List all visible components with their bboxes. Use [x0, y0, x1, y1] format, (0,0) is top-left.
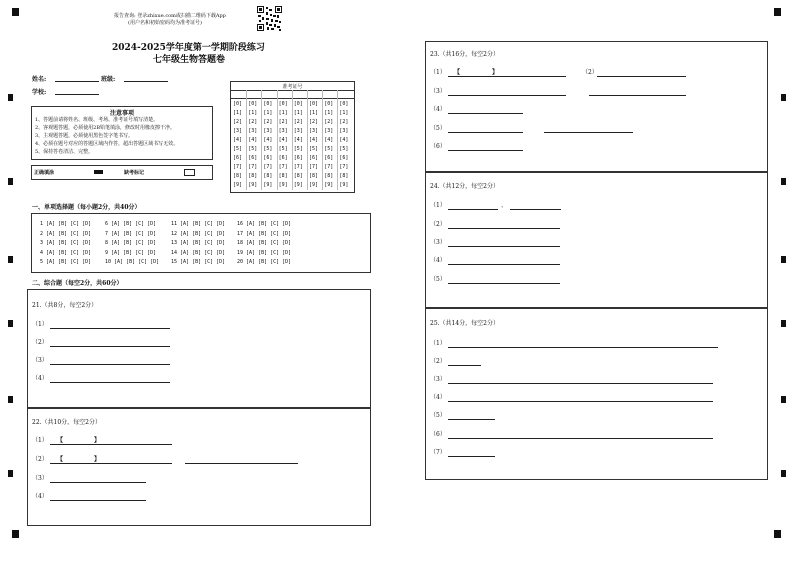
exam-id-bubble[interactable]: [4]	[324, 137, 334, 143]
exam-id-bubble[interactable]: [7]	[339, 164, 349, 170]
choice-answer-grid	[31, 213, 371, 273]
choice-row[interactable]: 16 [A] [B] [C] [D]	[237, 221, 292, 227]
choice-row[interactable]: 17 [A] [B] [C] [D]	[237, 230, 292, 237]
q25-label-1: （1）	[430, 340, 446, 347]
q23-answer-5a[interactable]	[448, 132, 523, 133]
exam-id-bubble[interactable]: [4]	[293, 137, 303, 143]
registration-mark	[12, 8, 19, 16]
q24-label-2: （2）	[430, 221, 446, 228]
choice-row[interactable]: 9 [A] [B] [C] [D]	[105, 249, 157, 256]
correct-fill-mark	[94, 170, 103, 174]
registration-mark	[774, 530, 781, 538]
q25-answer-3[interactable]	[448, 383, 713, 384]
registration-mark	[12, 530, 19, 538]
q22-bracket-open: 【	[57, 456, 64, 463]
q25-answer-7[interactable]	[448, 456, 495, 457]
exam-id-bubble[interactable]: [0]	[293, 101, 303, 107]
school-label: 学校:	[32, 89, 47, 96]
q21-label-4: （4）	[32, 375, 48, 382]
q23-bracket-open: 【	[454, 69, 461, 76]
exam-id-bubble[interactable]: [2]	[309, 119, 319, 125]
notice-item: 4、必须在题号对应的答题区域内作答，超出答题区域书写无效。	[35, 141, 179, 147]
timing-mark	[8, 396, 13, 403]
exam-id-bubble[interactable]: [5]	[278, 146, 288, 152]
q24-title: 24.（共12分，每空2分）	[430, 183, 499, 190]
exam-id-bubble[interactable]: [6]	[324, 155, 334, 161]
q21-answer-4[interactable]	[50, 382, 170, 383]
exam-id-bubble[interactable]: [8]	[324, 173, 334, 179]
exam-id-column-divider	[337, 90, 338, 190]
exam-id-bubble[interactable]: [3]	[263, 128, 273, 134]
choice-row[interactable]: 8 [A] [B] [C] [D]	[105, 240, 157, 246]
exam-id-bubble[interactable]: [8]	[293, 173, 303, 179]
exam-id-bubble[interactable]: [0]	[278, 101, 288, 107]
q21-answer-box	[27, 289, 371, 409]
q24-answer-3[interactable]	[448, 246, 560, 247]
q24-answer-2[interactable]	[448, 228, 560, 229]
notice-title: 注意事项	[109, 110, 134, 117]
q22-label-1: （1）	[32, 437, 48, 444]
exam-id-label: 准考证号	[282, 84, 303, 90]
q24-separator: 、	[501, 202, 508, 209]
choice-row[interactable]: 12 [A] [B] [C] [D]	[171, 230, 226, 237]
q24-answer-box	[425, 171, 768, 309]
q21-answer-2[interactable]	[50, 346, 170, 347]
exam-id-bubble[interactable]: [9]	[309, 182, 319, 188]
report-query-line: 报告查询: 登录zhixue.com或扫描二维码下载App	[114, 13, 226, 19]
q25-label-2: （2）	[430, 358, 446, 365]
exam-id-bubble[interactable]: [1]	[248, 110, 258, 116]
q23-label-3: （3）	[430, 88, 446, 95]
q24-answer-1a[interactable]	[448, 209, 498, 210]
choice-row[interactable]: 15 [A] [B] [C] [D]	[171, 259, 226, 265]
exam-id-bubble[interactable]: [3]	[278, 128, 288, 134]
notice-item: 1、答题前请将姓名、班级、考场、准考证号填写清楚。	[35, 117, 159, 123]
exam-id-bubble[interactable]: [4]	[233, 137, 243, 143]
exam-id-bubble[interactable]: [5]	[248, 146, 258, 152]
q25-title: 25.（共14分，每空2分）	[430, 320, 499, 327]
exam-id-column-divider	[292, 90, 293, 190]
choice-row[interactable]: 6 [A] [B] [C] [D]	[105, 221, 157, 227]
page-title: 2024-2025学年度第一学期阶段练习	[112, 43, 265, 53]
q23-label-5: （5）	[430, 125, 446, 132]
choice-row[interactable]: 10 [A] [B] [C] [D]	[105, 259, 160, 265]
timing-mark	[781, 470, 786, 477]
exam-id-bubble[interactable]: [8]	[263, 173, 273, 179]
absent-mark-box[interactable]	[184, 169, 195, 176]
choice-row[interactable]: 5 [A] [B] [C] [D]	[40, 259, 92, 265]
exam-id-bubble[interactable]: [4]	[278, 137, 288, 143]
exam-id-bubble[interactable]: [7]	[248, 164, 258, 170]
fill-example-box	[31, 165, 213, 180]
exam-id-bubble[interactable]: [0]	[339, 101, 349, 107]
q21-answer-1[interactable]	[50, 328, 170, 329]
exam-id-bubble[interactable]: [9]	[324, 182, 334, 188]
q21-label-1: （1）	[32, 321, 48, 328]
choice-row[interactable]: 4 [A] [B] [C] [D]	[40, 249, 92, 256]
section1-title: 一、单项选择题（每小题2分，共40分）	[32, 204, 141, 211]
exam-id-column-divider	[277, 90, 278, 190]
exam-id-bubble[interactable]: [0]	[309, 101, 319, 107]
q23-bracket-close: 】	[492, 69, 499, 76]
q25-answer-4[interactable]	[448, 401, 713, 402]
notice-item: 3、主观题答题，必须使用黑色签字笔书写。	[35, 133, 134, 139]
exam-id-bubble[interactable]: [7]	[278, 164, 288, 170]
exam-id-bubble[interactable]: [4]	[339, 137, 349, 143]
q22-label-2: （2）	[32, 456, 48, 463]
q23-label-1: （1）	[430, 69, 446, 76]
exam-id-bubble[interactable]: [9]	[248, 182, 258, 188]
exam-id-bubble[interactable]: [1]	[339, 110, 349, 116]
q22-label-4: （4）	[32, 493, 48, 500]
q21-title: 21.（共8分，每空2分）	[32, 302, 98, 309]
q25-answer-2[interactable]	[448, 365, 481, 366]
exam-id-grid	[230, 81, 355, 193]
exam-id-column-divider	[322, 90, 323, 190]
exam-id-bubble[interactable]: [5]	[324, 146, 334, 152]
q25-answer-1[interactable]	[448, 347, 718, 348]
q24-label-5: （5）	[430, 276, 446, 283]
notice-item: 2、客观题答题，必须使用2B铅笔填涂，修改时用橡皮擦干净。	[35, 125, 176, 131]
q22-answer-3[interactable]	[50, 482, 146, 483]
exam-id-bubble[interactable]: [6]	[278, 155, 288, 161]
exam-id-bubble[interactable]: [5]	[263, 146, 273, 152]
exam-id-bubble[interactable]: [9]	[278, 182, 288, 188]
name-field[interactable]	[55, 81, 99, 82]
class-field[interactable]	[124, 81, 168, 82]
q24-answer-4[interactable]	[448, 264, 560, 265]
choice-row[interactable]: 18 [A] [B] [C] [D]	[237, 240, 292, 246]
timing-mark	[8, 178, 13, 185]
q25-label-4: （4）	[430, 394, 446, 401]
exam-id-bubble[interactable]: [8]	[278, 173, 288, 179]
choice-row[interactable]: 3 [A] [B] [C] [D]	[40, 240, 92, 246]
q23-title: 23.（共16分，每空2分）	[430, 51, 499, 58]
exam-id-bubble[interactable]: [0]	[324, 101, 334, 107]
timing-mark	[781, 94, 786, 101]
choice-row[interactable]: 14 [A] [B] [C] [D]	[171, 249, 226, 256]
q24-answer-5[interactable]	[448, 283, 560, 284]
exam-id-bubble[interactable]: [1]	[309, 110, 319, 116]
exam-id-bubble[interactable]: [3]	[309, 128, 319, 134]
timing-mark	[8, 320, 13, 327]
exam-id-bubble[interactable]: [2]	[324, 119, 334, 125]
exam-id-bubble[interactable]: [1]	[324, 110, 334, 116]
q25-answer-box	[425, 307, 768, 480]
qr-code-icon	[257, 6, 282, 31]
exam-id-bubble[interactable]: [1]	[278, 110, 288, 116]
choice-columns	[32, 214, 370, 272]
absent-mark-label: 缺考标记	[124, 170, 145, 176]
q23-answer-box	[425, 41, 768, 173]
timing-mark	[781, 178, 786, 185]
q22-answer-4[interactable]	[50, 500, 146, 501]
notice-box	[31, 106, 213, 160]
choice-row[interactable]: 2 [A] [B] [C] [D]	[40, 230, 92, 237]
q23-answer-1[interactable]	[448, 76, 566, 77]
q22-label-3: （3）	[32, 475, 48, 482]
q24-label-1: （1）	[430, 202, 446, 209]
exam-id-bubble[interactable]: [8]	[248, 173, 258, 179]
section2-title: 二、综合题（每空2分，共60分）	[32, 280, 123, 287]
exam-id-bubble[interactable]: [3]	[248, 128, 258, 134]
exam-id-bubble[interactable]: [2]	[233, 119, 243, 125]
q21-label-2: （2）	[32, 339, 48, 346]
timing-mark	[781, 320, 786, 327]
q23-label-4: （4）	[430, 106, 446, 113]
q23-answer-6[interactable]	[448, 150, 523, 151]
correct-fill-label: 正确填涂	[34, 170, 55, 176]
q25-answer-5[interactable]	[448, 419, 495, 420]
exam-id-column-divider	[261, 90, 262, 190]
timing-mark	[8, 256, 13, 263]
q22-bracket-open: 【	[57, 437, 64, 444]
choice-row[interactable]: 13 [A] [B] [C] [D]	[171, 240, 226, 246]
exam-id-bubble[interactable]: [8]	[309, 173, 319, 179]
exam-id-bubble[interactable]: [0]	[248, 101, 258, 107]
exam-id-column-divider	[246, 90, 247, 190]
timing-mark	[781, 396, 786, 403]
class-label: 班级:	[101, 76, 116, 83]
choice-row[interactable]: 7 [A] [B] [C] [D]	[105, 230, 157, 237]
choice-row[interactable]: 1 [A] [B] [C] [D]	[40, 221, 92, 227]
exam-id-bubble[interactable]: [3]	[324, 128, 334, 134]
exam-id-bubble[interactable]: [6]	[233, 155, 243, 161]
q23-answer-3a[interactable]	[448, 95, 566, 96]
exam-id-bubble[interactable]: [2]	[339, 119, 349, 125]
q25-label-7: （7）	[430, 449, 446, 456]
exam-id-bubble[interactable]: [6]	[339, 155, 349, 161]
q21-label-3: （3）	[32, 357, 48, 364]
exam-id-bubble[interactable]: [0]	[263, 101, 273, 107]
choice-row[interactable]: 19 [A] [B] [C] [D]	[237, 249, 292, 256]
q24-answer-1b[interactable]	[510, 209, 561, 210]
exam-id-bubble[interactable]: [6]	[263, 155, 273, 161]
exam-id-bubble[interactable]: [7]	[263, 164, 273, 170]
exam-id-bubble[interactable]: [6]	[293, 155, 303, 161]
q25-label-5: （5）	[430, 412, 446, 419]
q23-label-2: （2）	[582, 69, 598, 76]
q23-label-6: （6）	[430, 143, 446, 150]
exam-id-bubble[interactable]: [3]	[293, 128, 303, 134]
q22-answer-2b[interactable]	[185, 463, 298, 464]
exam-id-bubble[interactable]: [5]	[339, 146, 349, 152]
exam-id-bubble[interactable]: [2]	[278, 119, 288, 125]
exam-id-bubble[interactable]: [7]	[293, 164, 303, 170]
exam-id-bubble[interactable]: [2]	[263, 119, 273, 125]
q22-answer-1[interactable]	[50, 444, 172, 445]
exam-id-bubble[interactable]: [9]	[339, 182, 349, 188]
exam-id-bubble[interactable]: [5]	[233, 146, 243, 152]
exam-id-bubble[interactable]: [7]	[324, 164, 334, 170]
q23-answer-2[interactable]	[597, 76, 686, 77]
timing-mark	[781, 256, 786, 263]
exam-id-bubble[interactable]: [4]	[263, 137, 273, 143]
report-query-note: (用户名和初始密码均为准考证号)	[128, 20, 202, 26]
name-label: 姓名:	[32, 76, 47, 83]
exam-id-bubble[interactable]: [1]	[293, 110, 303, 116]
exam-id-bubble[interactable]: [9]	[233, 182, 243, 188]
q22-bracket-close: 】	[94, 437, 101, 444]
exam-id-bubble[interactable]: [1]	[233, 110, 243, 116]
choice-row[interactable]: 11 [A] [B] [C] [D]	[171, 221, 226, 227]
q23-answer-5b[interactable]	[544, 132, 633, 133]
q22-answer-box	[27, 407, 371, 526]
q23-answer-4[interactable]	[448, 113, 523, 114]
choice-row[interactable]: 20 [A] [B] [C] [D]	[237, 259, 292, 265]
q24-label-3: （3）	[430, 239, 446, 246]
exam-id-bubble[interactable]: [0]	[233, 101, 243, 107]
timing-mark	[8, 470, 13, 477]
exam-id-bubble[interactable]: [5]	[309, 146, 319, 152]
q22-answer-2a[interactable]	[50, 463, 172, 464]
exam-id-bubble[interactable]: [1]	[263, 110, 273, 116]
q25-label-6: （6）	[430, 431, 446, 438]
page-subtitle: 七年级生物答题卷	[153, 55, 226, 65]
exam-id-columns	[231, 100, 354, 190]
exam-id-bubble[interactable]: [6]	[248, 155, 258, 161]
exam-id-bubble[interactable]: [6]	[309, 155, 319, 161]
exam-id-bubble[interactable]: [9]	[293, 182, 303, 188]
q22-title: 22.（共10分，每空2分）	[32, 419, 101, 426]
exam-id-column-divider	[307, 90, 308, 190]
q24-label-4: （4）	[430, 257, 446, 264]
exam-id-bubble[interactable]: [3]	[339, 128, 349, 134]
exam-id-bubble[interactable]: [2]	[248, 119, 258, 125]
notice-item: 5、保持答卷清洁、完整。	[35, 149, 94, 155]
exam-id-bubble[interactable]: [8]	[339, 173, 349, 179]
q22-bracket-close: 】	[94, 456, 101, 463]
timing-mark	[8, 94, 13, 101]
q25-answer-6[interactable]	[448, 438, 713, 439]
q23-answer-3b[interactable]	[589, 95, 686, 96]
exam-id-bubble[interactable]: [8]	[233, 173, 243, 179]
exam-id-bubble[interactable]: [4]	[248, 137, 258, 143]
q21-answer-3[interactable]	[50, 364, 170, 365]
exam-id-bubble[interactable]: [4]	[309, 137, 319, 143]
school-field[interactable]	[55, 94, 99, 95]
exam-id-bubble[interactable]: [3]	[233, 128, 243, 134]
exam-id-bubble[interactable]: [7]	[309, 164, 319, 170]
registration-mark	[774, 8, 781, 16]
exam-id-bubble[interactable]: [7]	[233, 164, 243, 170]
q25-label-3: （3）	[430, 376, 446, 383]
exam-id-bubble[interactable]: [9]	[263, 182, 273, 188]
exam-id-bubble[interactable]: [5]	[293, 146, 303, 152]
exam-id-bubble[interactable]: [2]	[293, 119, 303, 125]
